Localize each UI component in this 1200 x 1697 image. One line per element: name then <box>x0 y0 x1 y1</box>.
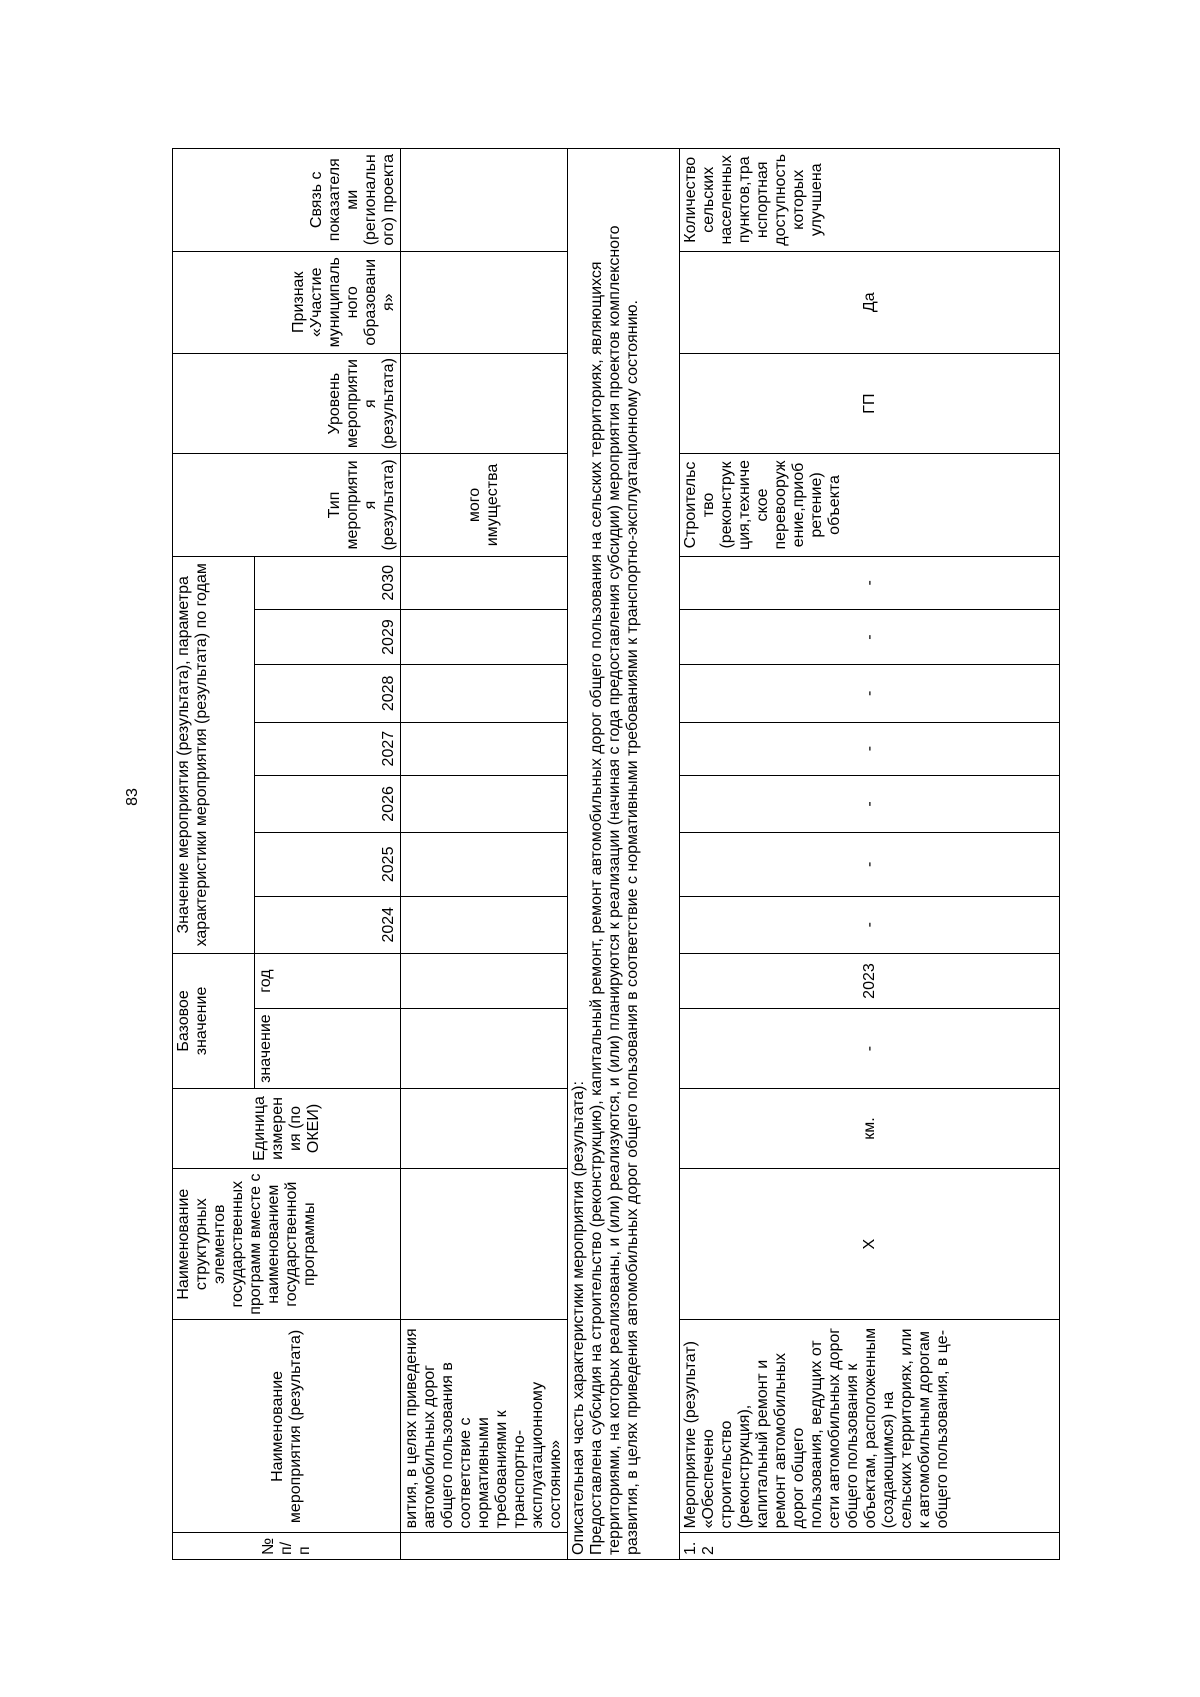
header-year: 2026 <box>255 775 401 832</box>
row-name: Мероприятие (результат) «Обеспечено строительство (реконструкция), капитальный ремонт и ремонт автомобильных дорог общего пользования, ведущих от сети автомобильных дорог общего пользования к объектам, расположенным (создающимся) на сельских территориях, или к автомобильным дорогам общего пользования, в це- <box>680 1320 1060 1533</box>
cont-2030 <box>401 556 568 609</box>
description-text: Предоставлена субсидия на строительство (реконструкцию), капитальный ремонт, ремонт автомобильных дорог общего пользования на сельских территориях, являющихся территориями, на которых реализованы, и (или) реализуются, и (или) планируются к реализации (начиная с года предоставления субсидии) мероприятия проектов комплексного развития, в целях приведения автомобильных дорог общего пользования в соответствие с нормативными требованиями к транспортно-эксплуатационному состоянию. <box>588 225 641 1555</box>
header-year: 2025 <box>255 833 401 896</box>
header-year: 2029 <box>255 609 401 664</box>
cont-name: вития, в целях приведения автомобильных дорог общего пользования в соответствие с нормативными требованиями к транспортно-эксплуатационному состоянию» <box>401 1320 568 1533</box>
cont-base-value <box>401 1009 568 1089</box>
header-base: Базовое значение <box>173 953 255 1088</box>
header-year: 2027 <box>255 722 401 775</box>
cont-num <box>401 1533 568 1560</box>
cont-2026 <box>401 775 568 832</box>
row-value-2026: - <box>680 775 1060 832</box>
header-base-value: значение <box>255 1009 401 1089</box>
header-values-by-year: Значение мероприятия (результата), параметра характеристики мероприятия (результата) по годам <box>173 556 255 953</box>
cont-base-year <box>401 953 568 1008</box>
description-cell <box>568 149 680 1560</box>
row-value-2025: - <box>680 833 1060 896</box>
rotated-table-container <box>172 148 1040 1560</box>
header-level: Уровень мероприятия (результата) <box>173 353 401 453</box>
cont-municipal <box>401 251 568 353</box>
header-year: 2024 <box>255 896 401 953</box>
row-value-2030: - <box>680 556 1060 609</box>
cont-2027 <box>401 722 568 775</box>
header-year: 2028 <box>255 665 401 722</box>
row-structural: Х <box>680 1168 1060 1320</box>
page-number: 83 <box>123 788 141 806</box>
measures-table <box>172 148 1060 1560</box>
cont-2024 <box>401 896 568 953</box>
row-base-value: - <box>680 1009 1060 1089</box>
row-base-year: 2023 <box>680 953 1060 1008</box>
header-type: Тип мероприятия (результата) <box>173 454 401 556</box>
row-level: ГП <box>680 353 1060 453</box>
header-num: № п/п <box>173 1533 401 1560</box>
cont-2029 <box>401 609 568 664</box>
measure-row <box>680 149 1060 1560</box>
cont-level <box>401 353 568 453</box>
header-row-1 <box>173 149 255 1560</box>
row-value-2029: - <box>680 609 1060 664</box>
row-num: 1.2 <box>680 1533 1060 1560</box>
header-year: 2030 <box>255 556 401 609</box>
header-base-year: год <box>255 953 401 1008</box>
cont-2025 <box>401 833 568 896</box>
description-title: Описательная часть характеристики мероприятия (результата): <box>570 1081 587 1555</box>
row-value-2024: - <box>680 896 1060 953</box>
header-link: Связь с показателями (регионального) проекта <box>173 149 401 252</box>
header-municipal: Признак «Участие муниципального образования» <box>173 251 401 353</box>
row-link: Количество сельских населенных пунктов,транспортная доступность которых улучшена <box>680 149 1060 252</box>
cont-unit <box>401 1089 568 1169</box>
cont-type: мого имущества <box>401 454 568 556</box>
continuation-row <box>401 149 568 1560</box>
header-structural: Наименование структурных элементов государственных программ вместе с наименованием государственной программы <box>173 1168 401 1320</box>
row-value-2027: - <box>680 722 1060 775</box>
description-row <box>568 149 680 1560</box>
row-type: Строительство (реконструкция,техническое перевооружение,приобретение) объекта <box>680 454 1060 556</box>
header-name: Наименование мероприятия (результата) <box>173 1320 401 1533</box>
cont-2028 <box>401 665 568 722</box>
cont-link <box>401 149 568 252</box>
row-value-2028: - <box>680 665 1060 722</box>
cont-structural <box>401 1168 568 1320</box>
row-unit: км. <box>680 1089 1060 1169</box>
header-unit: Единица измерения (по ОКЕИ) <box>173 1089 401 1169</box>
row-municipal: Да <box>680 251 1060 353</box>
